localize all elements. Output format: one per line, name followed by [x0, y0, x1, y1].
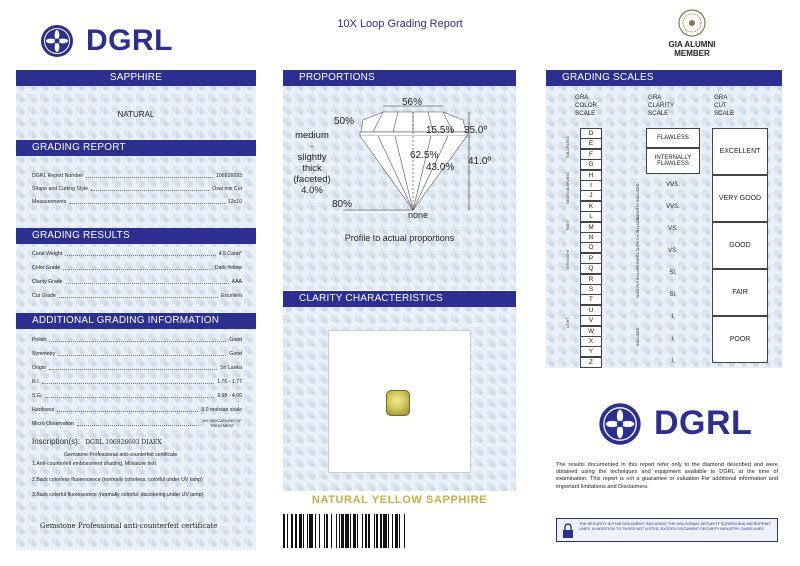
disclaimer: The results documented in this report refer only to the diamond described and were obtained using the techniques and equipment available to DGRL at the time of examination. This report is not a guarantee or valuation For additional information and important limitations and Disclaimers.	[556, 462, 778, 490]
clarity-grade-cell: FLAWLESS	[646, 128, 700, 148]
color-grade-cell: W	[580, 326, 602, 337]
row-value: Good	[229, 337, 242, 343]
color-grade-cell: E	[580, 138, 602, 149]
security-text: THE SECURITY IN THIS DOCUMENT, INCLUDING THE HOLOGRAM, SECURITY SCREEN AND MICROPRINT LINES, IN ADDITION TO THOSE NOT LISTED, EXCEED DOCUMENT SECURITY INDUSTRY GUIDELINES.	[579, 522, 771, 531]
security-box	[556, 518, 778, 542]
origin-type: NATURAL	[117, 110, 155, 119]
detail-row	[32, 404, 242, 416]
row-label: DGRL Report Number	[32, 173, 84, 179]
row-label: Cut Grade	[32, 293, 56, 299]
row-value: Oval mix Cut	[212, 186, 242, 192]
clarity-grade-cell: VVS.	[666, 182, 680, 188]
clarity-grade-cell: SI,	[669, 292, 677, 298]
row-label: Hardness	[32, 407, 55, 413]
dotted-leader	[86, 170, 213, 178]
dotted-leader	[42, 376, 215, 384]
crown-angle: 35.0º	[464, 125, 488, 136]
color-grade-cell: O	[580, 242, 602, 253]
cut-grade-cell: POOR	[712, 316, 768, 363]
total-depth: 62.5%	[410, 150, 439, 161]
color-grade-cell: F	[580, 149, 602, 160]
row-label: Carat Weight	[32, 251, 63, 257]
detail-row	[32, 390, 242, 402]
barcode-bar	[405, 514, 407, 548]
clarity-grade-cell: I,	[671, 358, 675, 364]
row-value: Sri Lanka	[220, 365, 242, 371]
row-label: Micro Observation	[32, 421, 75, 427]
dotted-leader	[59, 290, 218, 298]
cut-head-line: SCALE	[714, 110, 735, 117]
lock-icon	[561, 523, 575, 539]
cert-line: 3.Back colorful fluorescence (normally colorful, discoloring under UV lamp)	[32, 492, 204, 498]
stone-type-bar: SAPPHIRE	[16, 70, 256, 86]
stone-name: NATURAL YELLOW SAPPHIRE	[311, 494, 488, 506]
detail-row	[32, 334, 242, 346]
clarity-grade-cell: VS.	[668, 226, 678, 232]
dotted-leader	[69, 196, 225, 204]
lotus-emblem-icon	[40, 24, 74, 58]
row-label: Color Grade	[32, 265, 61, 271]
dotted-leader	[91, 183, 209, 191]
row-label: S.G.	[32, 393, 43, 399]
detail-row	[32, 183, 242, 195]
clarity-head-line: CLARITY	[648, 102, 675, 109]
additional-info-bar: ADDITIONAL GRADING INFORMATION	[16, 313, 256, 329]
inscription-value: DGRL 106926693 DIAEX	[85, 439, 162, 446]
dotted-leader	[49, 334, 226, 342]
cut-grade-cell: GOOD	[712, 222, 768, 269]
color-grade-cell: U	[580, 305, 602, 316]
detail-row	[32, 196, 242, 208]
row-value: 1.76 - 1.77	[217, 379, 242, 385]
color-grade-cell: I	[580, 180, 602, 191]
cut-grade-cell: FAIR	[712, 269, 768, 316]
brand-name: DGRL	[86, 24, 173, 57]
dotted-leader	[58, 348, 226, 356]
dotted-leader	[66, 276, 229, 284]
brand-name-large: DGRL	[654, 404, 753, 442]
color-head-line: COLOR	[575, 102, 598, 109]
clarity-group-label: INCLUDED	[636, 327, 640, 346]
cert-line: Gemstone Professional anti-counterfeit certificate	[64, 452, 178, 458]
detail-row	[32, 376, 242, 388]
clarity-grade-cell: VS,	[668, 248, 678, 254]
color-grade-cell: S	[580, 284, 602, 295]
color-grade-cell: Y	[580, 346, 602, 357]
color-head-line: GRA	[575, 94, 589, 101]
clarity-head-line: SCALE	[648, 110, 669, 117]
clarity-bar: CLARITY CHARACTERISTICS	[283, 291, 516, 307]
cert-line: 1.Anti-counterfeit embossment shading, Miniature text	[32, 461, 156, 467]
clarity-grade-cell: I,	[671, 336, 675, 342]
girdle-thickness: medium - slightly thick (faceted) 4.0%	[293, 130, 331, 196]
detail-row	[32, 276, 242, 288]
pavilion-angle: 41.0º	[468, 156, 492, 167]
row-label: Origin	[32, 365, 46, 371]
row-label: Shape and Cutting Style	[32, 186, 88, 192]
detail-row	[32, 248, 242, 260]
culet: none	[408, 210, 429, 220]
detail-row	[32, 290, 242, 302]
color-grade-cell: D	[580, 128, 602, 139]
detail-row	[32, 170, 242, 182]
color-grade-cell: T	[580, 294, 602, 305]
color-group-label: COLORLESS	[566, 136, 570, 158]
clarity-scale-head	[648, 94, 674, 118]
crown-pct: 50%	[334, 116, 355, 127]
detail-row	[32, 362, 242, 374]
color-grade-cell: K	[580, 201, 602, 212]
dotted-leader	[65, 248, 215, 256]
color-grade-cell: Q	[580, 263, 602, 274]
row-label: Symmetry	[32, 351, 56, 357]
clarity-grade-cell: I,	[671, 314, 675, 320]
crown-height: 15.5%	[426, 125, 455, 136]
row-value: 4.5 Carat*	[218, 251, 242, 257]
color-group-label: VERYLIGHT	[566, 249, 570, 270]
color-head-line: SCALE	[575, 110, 596, 117]
clarity-grade-cell: SI,	[669, 270, 677, 276]
row-value: 3.98 - 4.06	[217, 393, 242, 399]
cert-line: 2.Back colorless fluorescence (normally colorless, colorful under UV lamp)	[32, 477, 203, 483]
color-grade-cell: V	[580, 315, 602, 326]
inscription	[32, 437, 162, 446]
barcode	[283, 514, 516, 548]
row-value: AAA	[231, 279, 242, 285]
row-value: Good	[229, 351, 242, 357]
table-pct: 56%	[402, 97, 423, 108]
clarity-group-label: SLIGHTLY INCLUDED	[636, 183, 640, 220]
detail-row	[32, 418, 242, 430]
clarity-group-label: VERY SLIGHTLY INCLUDED	[636, 214, 640, 262]
grading-report-bar: GRADING REPORT	[16, 140, 256, 156]
row-label: Polish	[32, 337, 47, 343]
pavilion-depth: 43.0%	[426, 162, 455, 173]
clarity-head-line: GRA	[648, 94, 662, 101]
color-grade-cell: Z	[580, 357, 602, 368]
color-grade-cell: H	[580, 170, 602, 181]
color-group-label: LIGHT	[566, 317, 570, 328]
proportions-bar: PROPORTIONS	[283, 70, 516, 86]
cut-head-line: CUT	[714, 102, 727, 109]
color-group-label: NEARCOLORLESS	[566, 172, 570, 204]
lower-half-pct: 80%	[332, 199, 353, 210]
cut-scale-head	[714, 94, 734, 118]
row-value: 12x10	[227, 199, 242, 205]
row-label: Measurements	[32, 199, 67, 205]
profile-caption: Profile to actual proportions	[344, 233, 455, 243]
color-grade-cell: J	[580, 190, 602, 201]
color-group-label: FAINT	[566, 219, 570, 230]
color-grade-cell: M	[580, 222, 602, 233]
grading-results-bar: GRADING RESULTS	[16, 228, 256, 244]
detail-row	[32, 348, 242, 360]
row-value: Excellent	[220, 293, 242, 299]
color-grade-cell: N	[580, 232, 602, 243]
detail-row	[32, 262, 242, 274]
color-grade-cell: P	[580, 253, 602, 264]
row-value: Dark Yellow	[214, 265, 242, 271]
dgrl-logo	[40, 22, 230, 62]
cut-grade-cell: EXCELLENT	[712, 128, 768, 175]
dgrl-logo-large	[598, 402, 768, 452]
color-grade-cell: G	[580, 159, 602, 170]
lotus-emblem-icon	[598, 402, 642, 446]
row-label: R.I	[32, 379, 39, 385]
dotted-leader	[63, 262, 212, 270]
gemstone-photo	[386, 390, 410, 416]
dotted-leader	[77, 418, 199, 426]
clarity-group-label: SLIGHTLY INCLUDED	[636, 261, 640, 298]
grading-scales-bar: GRADING SCALES	[546, 70, 782, 86]
inscription-label: Inscription(s):	[32, 437, 81, 446]
gia-seal-icon	[677, 8, 707, 38]
color-grade-cell: L	[580, 211, 602, 222]
gia-line-2: MEMBER	[674, 49, 710, 58]
color-grade-cell: X	[580, 336, 602, 347]
dotted-leader	[49, 362, 217, 370]
color-grade-cell: R	[580, 274, 602, 285]
clarity-grade-cell: INTERNALLY FLAWLESS	[646, 148, 700, 174]
row-value: 9.0 mohsan scale	[201, 407, 242, 413]
gia-line-1: GIA ALUMNI	[668, 40, 716, 49]
cut-grade-cell: VERY GOOD	[712, 175, 768, 222]
report-title: 10X Loop Grading Report	[337, 18, 463, 30]
row-value: 106926693	[216, 173, 242, 179]
dotted-leader	[45, 390, 214, 398]
gia-badge	[652, 8, 732, 68]
row-value: NO INDICATIONS OF TREATMENT	[202, 418, 242, 428]
footer-note: Gemstone Professional anti-counterfeit certificate	[40, 522, 218, 530]
clarity-grade-cell: VVS.	[666, 204, 680, 210]
row-label: Clarity Grade	[32, 279, 63, 285]
color-scale-head	[575, 94, 597, 118]
dotted-leader	[57, 404, 198, 412]
cut-head-line: GRA	[714, 94, 728, 101]
